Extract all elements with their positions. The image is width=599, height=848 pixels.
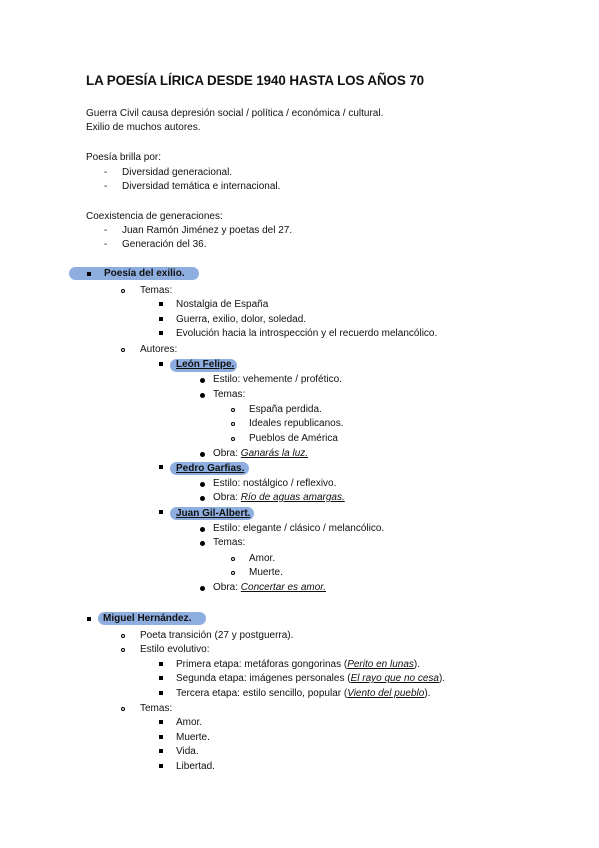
circle-bullet (231, 571, 235, 575)
etapa-text: Segunda etapa: imágenes personales ( (176, 673, 351, 684)
square-bullet (159, 317, 163, 321)
dash-bullet: - (104, 167, 108, 178)
list-item: Pueblos de América (249, 433, 338, 444)
square-bullet (159, 764, 163, 768)
section-heading: Poesía brilla por: (86, 152, 162, 163)
list-item (213, 491, 345, 505)
list-label: Temas: (213, 389, 246, 400)
intro-line: Exilio de muchos autores. (86, 122, 201, 133)
dot-bullet (200, 586, 205, 591)
dot-bullet (200, 393, 205, 398)
list-label: Autores: (140, 344, 178, 355)
dot-bullet (200, 527, 205, 532)
circle-bullet (121, 707, 125, 711)
dot-bullet (200, 482, 205, 487)
circle-bullet (231, 437, 235, 441)
list-item: Estilo: vehemente / profético. (213, 374, 342, 385)
circle-bullet (121, 348, 125, 352)
circle-bullet (231, 408, 235, 412)
work-title: El rayo que no cesa (350, 673, 439, 684)
list-label: Temas: (140, 285, 173, 296)
work-title: Concertar es amor. (240, 582, 327, 593)
list-item: Libertad. (176, 761, 215, 772)
list-item (176, 672, 445, 686)
author-name: León Felipe. (176, 359, 235, 370)
circle-bullet (121, 634, 125, 638)
square-bullet (159, 735, 163, 739)
list-item: Amor. (176, 717, 203, 728)
circle-bullet (231, 422, 235, 426)
intro-line: Guerra Civil causa depresión social / política / económica / cultural. (86, 108, 384, 119)
work-title: Perito en lunas (347, 659, 414, 670)
square-bullet (159, 465, 163, 469)
work-title: Viento del pueblo (347, 688, 425, 699)
square-bullet (159, 362, 163, 366)
page-title: LA POESÍA LÍRICA DESDE 1940 HASTA LOS AÑOS 70 (86, 73, 425, 88)
list-item: Ideales republicanos. (249, 418, 344, 429)
list-item: Estilo: elegante / clásico / melancólico. (213, 523, 385, 534)
dash-bullet: - (104, 225, 108, 236)
list-item: Poeta transición (27 y postguerra). (140, 630, 294, 641)
square-bullet (87, 272, 91, 276)
list-label: Estilo evolutivo: (140, 644, 210, 655)
circle-bullet (121, 648, 125, 652)
etapa-text: ). (413, 659, 421, 670)
dot-bullet (200, 378, 205, 383)
list-item: Evolución hacia la introspección y el recuerdo melancólico. (176, 328, 438, 339)
dot-bullet (200, 541, 205, 546)
square-bullet (159, 676, 163, 680)
etapa-text: ). (438, 673, 446, 684)
square-bullet (159, 691, 163, 695)
work-title: Río de aguas amargas. (240, 492, 345, 503)
list-label: Temas: (140, 703, 173, 714)
author-name: Juan Gil-Albert. (176, 508, 251, 519)
dash-bullet: - (104, 181, 108, 192)
list-item (213, 447, 308, 461)
list-item: Vida. (176, 746, 199, 757)
section-heading: Coexistencia de generaciones: (86, 211, 223, 222)
list-item: Nostalgia de España (176, 299, 269, 310)
list-item: Muerte. (176, 732, 210, 743)
list-item (176, 687, 430, 701)
list-item: Amor. (249, 553, 276, 564)
square-bullet (159, 749, 163, 753)
dot-bullet (200, 496, 205, 501)
section-heading: Poesía del exilio. (104, 268, 185, 279)
list-item: Guerra, exilio, dolor, soledad. (176, 314, 307, 325)
list-item: España perdida. (249, 404, 322, 415)
section-heading: Miguel Hernández. (103, 613, 192, 624)
list-item: Generación del 36. (122, 239, 207, 250)
list-item: Muerte. (249, 567, 283, 578)
list-label: Temas: (213, 537, 246, 548)
etapa-text: ). (424, 688, 431, 699)
square-bullet (87, 617, 91, 621)
list-item (176, 658, 420, 672)
dot-bullet (200, 452, 205, 457)
circle-bullet (121, 289, 125, 293)
list-item (213, 581, 326, 595)
obra-label: Obra: (213, 582, 241, 593)
list-item: Juan Ramón Jiménez y poetas del 27. (122, 225, 293, 236)
list-item: Diversidad temática e internacional. (122, 181, 281, 192)
list-item: Diversidad generacional. (122, 167, 233, 178)
square-bullet (159, 662, 163, 666)
list-item: Estilo: nostálgico / reflexivo. (213, 478, 337, 489)
dash-bullet: - (104, 239, 108, 250)
square-bullet (159, 302, 163, 306)
etapa-text: Tercera etapa: estilo sencillo, popular ( (176, 688, 348, 699)
square-bullet (159, 720, 163, 724)
work-title: Ganarás la luz. (240, 448, 309, 459)
obra-label: Obra: (213, 448, 241, 459)
etapa-text: Primera etapa: metáforas gongorinas ( (176, 659, 348, 670)
circle-bullet (231, 557, 235, 561)
square-bullet (159, 510, 163, 514)
square-bullet (159, 331, 163, 335)
author-name: Pedro Garfias. (176, 463, 245, 474)
obra-label: Obra: (213, 492, 241, 503)
